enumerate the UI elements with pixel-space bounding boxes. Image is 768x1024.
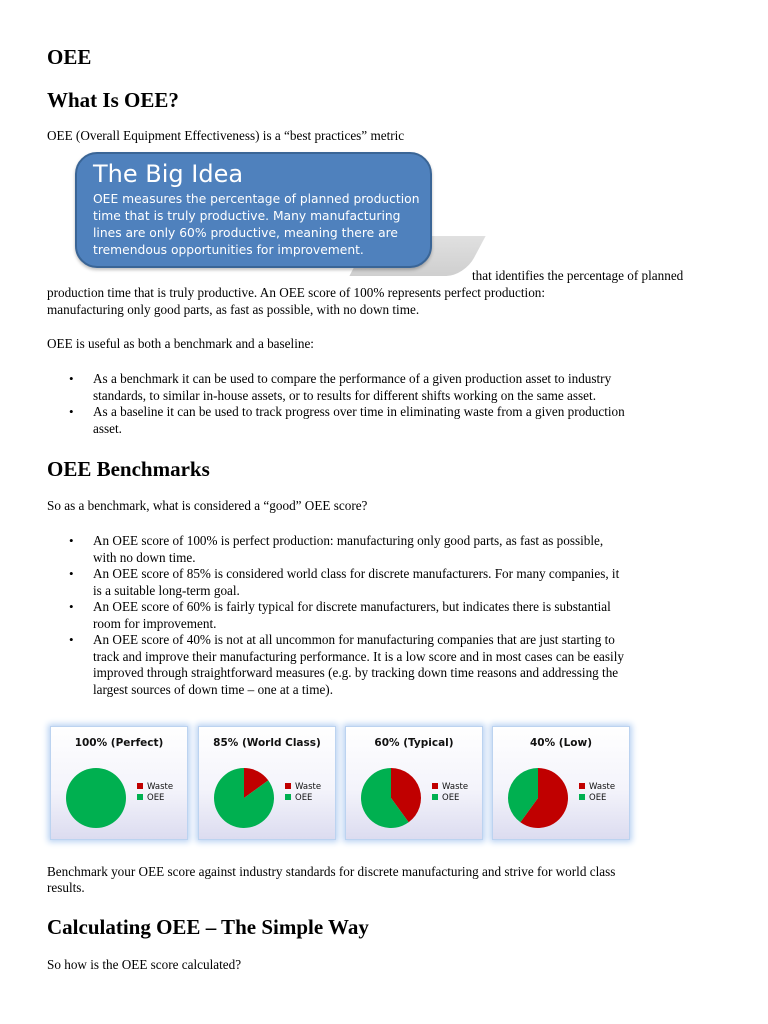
callout-line: lines are only 60% productive, meaning there are <box>93 226 398 240</box>
pie-panel-world-class <box>198 726 336 840</box>
oee-swatch <box>285 794 291 800</box>
list-item-line: is a suitable long-term goal. <box>93 582 240 598</box>
list-item-line: asset. <box>93 420 122 436</box>
benchmark-summary-2: results. <box>47 880 85 895</box>
useful-line: OEE is useful as both a benchmark and a baseline: <box>47 336 314 351</box>
legend-item-oee <box>579 793 615 804</box>
pie-panel-typical <box>345 726 483 840</box>
heading-oee: OEE <box>47 45 92 69</box>
legend-label: OEE <box>442 793 460 803</box>
benchmark-summary-1: Benchmark your OEE score against industry standards for discrete manufacturing and strive for world class <box>47 864 616 879</box>
useful-list <box>47 371 747 437</box>
legend-label: OEE <box>147 793 165 803</box>
pie-panel-low <box>492 726 630 840</box>
heading-what-is-oee: What Is OEE? <box>47 88 179 112</box>
intro-line: OEE (Overall Equipment Effectiveness) is a “best practices” metric <box>47 128 405 143</box>
list-item <box>47 371 747 404</box>
pie-title: 40% (Low) <box>530 737 592 749</box>
intro-continuation-2: production time that is truly productive. An OEE score of 100% represents perfect production: <box>47 285 546 300</box>
list-item-line: • An OEE score of 85% is considered world class for discrete manufacturers. For many companies, it <box>93 566 620 581</box>
list-item <box>47 632 747 698</box>
benchmark-list <box>47 533 747 698</box>
waste-swatch <box>285 783 291 789</box>
legend-item-waste <box>432 782 468 793</box>
list-item-line: with no down time. <box>93 549 196 565</box>
intro-continuation-3: manufacturing only good parts, as fast as possible, with no down time. <box>47 302 420 317</box>
oee-swatch <box>432 794 438 800</box>
legend-item-oee <box>137 793 173 804</box>
list-item-line: room for improvement. <box>93 615 217 631</box>
pie-title: 60% (Typical) <box>374 737 454 749</box>
pie-title: 100% (Perfect) <box>74 737 164 749</box>
pie-title: 85% (World Class) <box>213 737 321 749</box>
waste-swatch <box>432 783 438 789</box>
list-item-line: • An OEE score of 40% is not at all uncommon for manufacturing companies that are just starting to <box>93 632 615 647</box>
oee-swatch <box>137 794 143 800</box>
waste-swatch <box>579 783 585 789</box>
heading-calculating-oee: Calculating OEE – The Simple Way <box>47 915 369 939</box>
intro-continuation-1: that identifies the percentage of planned <box>472 268 684 283</box>
pie-chart <box>356 763 426 833</box>
legend-item-waste <box>579 782 615 793</box>
pie-legend <box>137 782 173 804</box>
oee-slice <box>66 768 126 828</box>
legend-label: Waste <box>442 782 469 792</box>
pie-legend <box>579 782 615 804</box>
pie-panel-perfect <box>50 726 188 840</box>
pie-chart <box>209 763 279 833</box>
legend-label: OEE <box>295 793 313 803</box>
list-item-line: largest sources of down time – one at a time). <box>93 681 333 697</box>
callout-line: OEE measures the percentage of planned production <box>93 192 420 206</box>
list-item-line: track and improve their manufacturing performance. It is a low score and in most cases can be easily <box>93 648 624 664</box>
calc-question: So how is the OEE score calculated? <box>47 957 242 972</box>
list-item-line: • As a baseline it can be used to track progress over time in eliminating waste from a given production <box>93 404 625 419</box>
list-item-line: improved through straightforward measures (e.g. by tracking down time reasons and addressing the <box>93 665 619 680</box>
callout-line: tremendous opportunities for improvement. <box>93 243 364 257</box>
list-item <box>47 533 747 566</box>
callout-line: time that is truly productive. Many manufacturing <box>93 209 401 223</box>
legend-label: OEE <box>589 793 607 803</box>
list-item-line: • An OEE score of 60% is fairly typical for discrete manufacturers, but indicates there is substantial <box>93 599 611 614</box>
legend-label: Waste <box>295 782 322 792</box>
list-item <box>47 599 747 632</box>
pie-legend <box>285 782 321 804</box>
legend-item-oee <box>432 793 468 804</box>
legend-label: Waste <box>589 782 616 792</box>
benchmark-question: So as a benchmark, what is considered a “good” OEE score? <box>47 498 368 513</box>
legend-label: Waste <box>147 782 174 792</box>
legend-item-waste <box>285 782 321 793</box>
callout-body <box>93 191 423 259</box>
list-item-line: • As a benchmark it can be used to compare the performance of a given production asset to industry <box>93 371 612 386</box>
big-idea-callout <box>75 152 432 268</box>
list-item <box>47 404 747 437</box>
heading-oee-benchmarks: OEE Benchmarks <box>47 457 210 481</box>
list-item <box>47 566 747 599</box>
callout-title: The Big Idea <box>93 160 244 188</box>
list-item-line: • An OEE score of 100% is perfect production: manufacturing only good parts, as fast as possible, <box>93 533 604 548</box>
pie-chart <box>61 763 131 833</box>
legend-item-oee <box>285 793 321 804</box>
legend-item-waste <box>137 782 173 793</box>
pie-chart <box>503 763 573 833</box>
waste-swatch <box>137 783 143 789</box>
list-item-line: standards, to similar in-house assets, or to results for different shifts working on the same asset. <box>93 387 596 403</box>
pie-legend <box>432 782 468 804</box>
oee-swatch <box>579 794 585 800</box>
